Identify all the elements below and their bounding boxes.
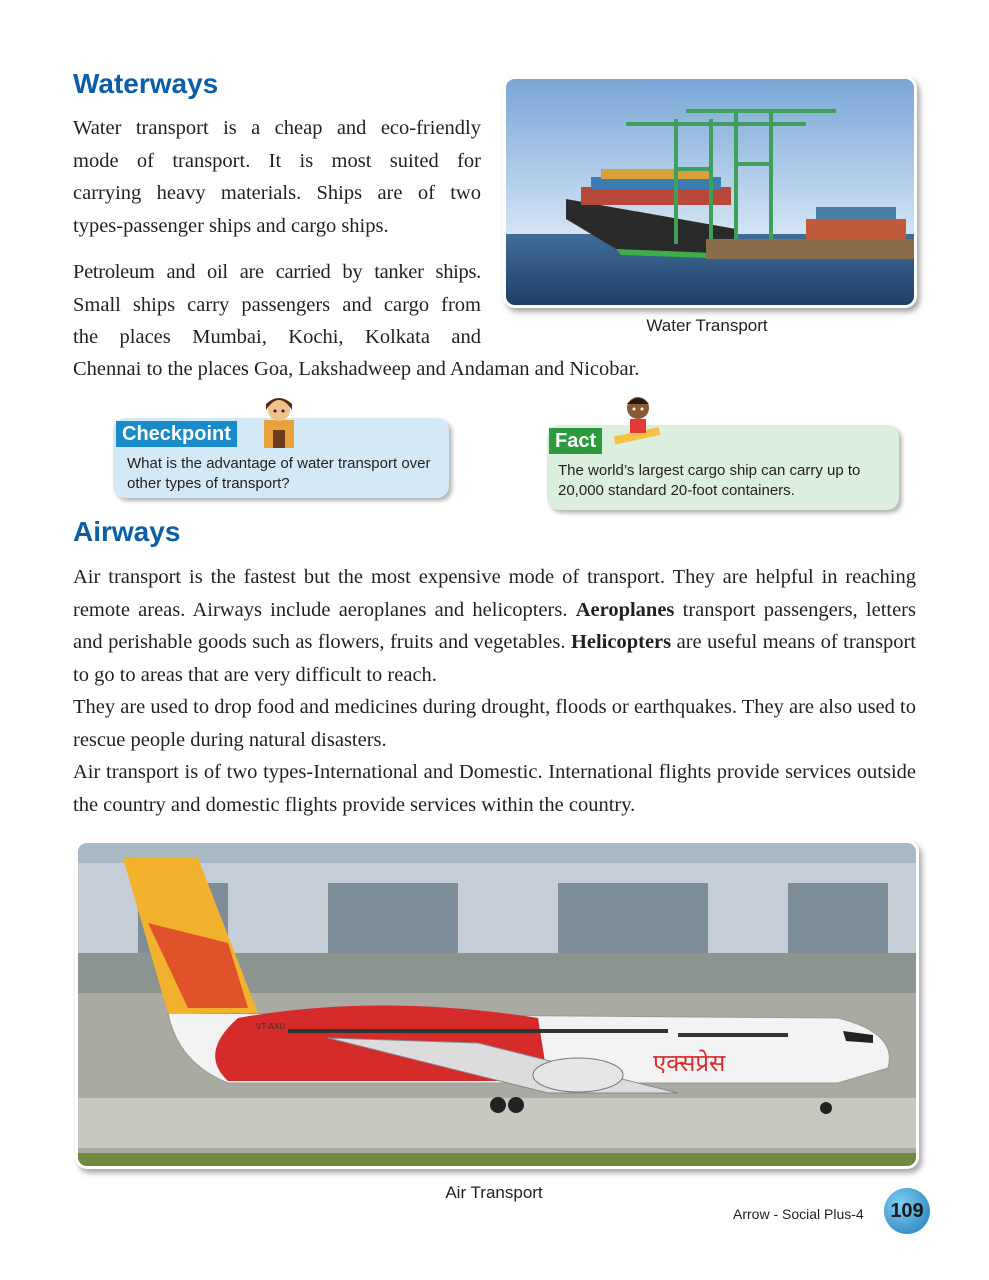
text-run: are useful means of transport to go to areas that are very difficult to reach.	[73, 631, 916, 686]
footer-book-title: Arrow - Social Plus-4	[733, 1206, 864, 1222]
checkpoint-question: What is the advantage of water transport over other types of transport?	[127, 455, 431, 492]
text-run: Air transport is the fastest but the most expensive mode of transport. They are helpful in reaching remote areas. Airways include aeroplanes and helicopters.	[73, 566, 916, 621]
waterways-text-block-2	[73, 256, 481, 354]
airways-paragraph-1	[73, 561, 916, 691]
text-line: the places Mumbai, Kochi, Kolkata and	[73, 326, 481, 348]
air-transport-caption: Air Transport	[445, 1183, 543, 1202]
checkpoint-tag: Checkpoint	[116, 421, 237, 447]
bold-term-aeroplanes: Aeroplanes	[575, 598, 675, 621]
bold-term-helicopters: Helicopters	[570, 631, 672, 653]
cargo-ship-image	[506, 79, 914, 305]
water-transport-caption: Water Transport	[646, 316, 768, 335]
fact-text: The world’s largest cargo ship can carry up to 20,000 standard 20-foot containers.	[558, 462, 861, 499]
plane-livery-text: एक्सप्रेस	[653, 1049, 726, 1077]
text-line: mode of transport. It is most suited for	[73, 149, 481, 172]
text-line: Chennai to the places Goa, Lakshadweep and Andaman and Nicobar.	[73, 358, 640, 380]
plane-registration: VT-AXU	[256, 1022, 286, 1031]
page-number-globe-icon	[884, 1188, 930, 1234]
airways-text-block	[73, 561, 916, 821]
airplane-image	[78, 843, 916, 1166]
text-run: transport passengers, letters and perishable goods such as flowers, fruits and vegetables.	[73, 598, 916, 653]
girl-mascot-icon	[256, 390, 302, 450]
text-line: types-passenger ships and cargo ships.	[73, 214, 389, 237]
water-transport-photo	[503, 76, 917, 308]
airways-paragraph-3: Air transport is of two types-International and Domestic. International flights provide services outside the country and domestic flights provide services within the country.	[73, 761, 916, 816]
airways-paragraph-2: They are used to drop food and medicines during drought, floods or earthquakes. They are also used to rescue people during natural disasters.	[73, 696, 916, 751]
fact-tag: Fact	[549, 428, 602, 454]
page-number: 109	[890, 1199, 924, 1222]
text-line: Petroleum and oil are carried by tanker ships.	[73, 261, 481, 283]
section-heading-waterways: Waterways	[73, 68, 219, 99]
text-line: carrying heavy materials. Ships are of two	[73, 182, 481, 204]
text-line: Small ships carry passengers and cargo from	[73, 293, 481, 316]
boy-mascot-icon	[608, 392, 664, 448]
fact-box	[547, 425, 899, 510]
section-heading-airways: Airways	[73, 516, 181, 547]
text-line: Water transport is a cheap and eco-friendly	[73, 117, 481, 139]
air-transport-photo	[75, 840, 919, 1169]
waterways-text-block	[73, 112, 481, 242]
